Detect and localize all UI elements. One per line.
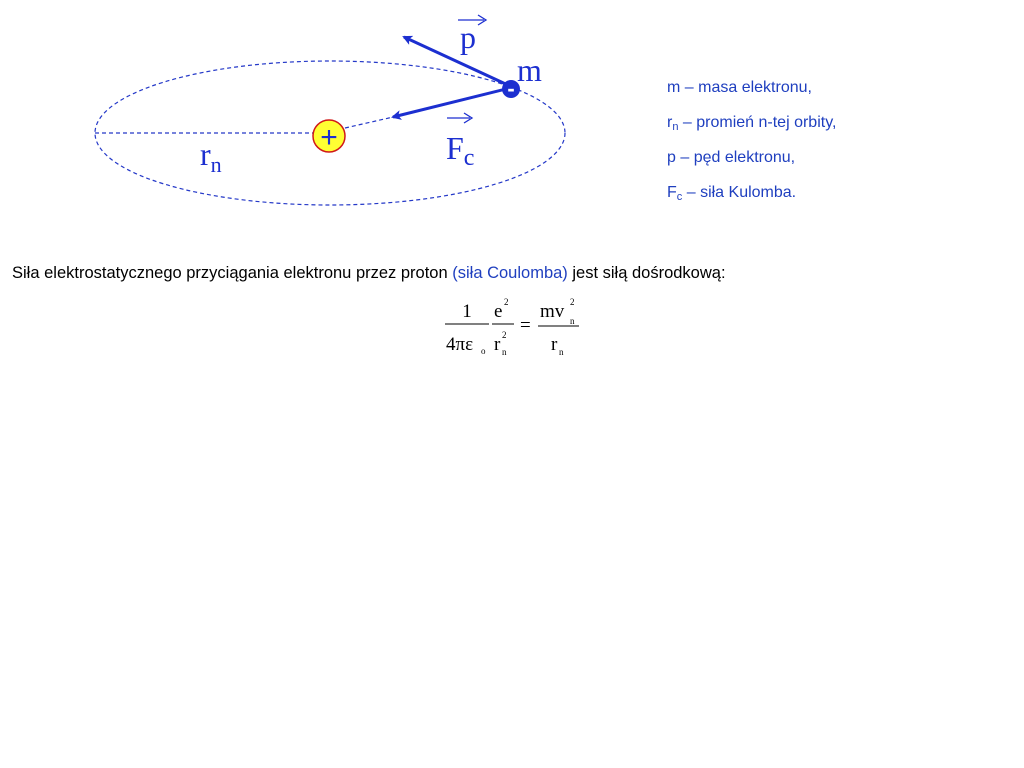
legend-mass-text: – masa elektronu,	[680, 79, 812, 96]
legend-radius-subscript: n	[672, 121, 679, 133]
legend-item-force	[667, 175, 836, 210]
legend-force-text: – siła Kulomba.	[682, 184, 797, 201]
e-squared: 2	[504, 297, 509, 307]
legend-force-subscript: c	[676, 191, 683, 203]
r-subscript-n: n	[502, 347, 507, 357]
fraction-1-numerator: 1	[462, 301, 472, 322]
momentum-label: p	[460, 19, 476, 55]
bohr-atom-diagram	[0, 0, 1024, 230]
radius-label	[200, 136, 222, 177]
electron-minus-sign: -	[507, 76, 515, 101]
legend-item-radius	[667, 105, 836, 140]
epsilon-subscript: o	[481, 346, 486, 356]
v-squared: 2	[570, 297, 575, 307]
sentence-highlight: (siła Coulomba)	[452, 264, 568, 282]
fraction-1-denominator: 4πε	[446, 334, 474, 355]
radius-symbol: r	[200, 136, 211, 172]
sentence-part-2: jest siłą dośrodkową:	[567, 264, 726, 282]
coulomb-force-vector-arrow	[393, 88, 510, 117]
legend-momentum-symbol: p	[667, 149, 676, 166]
coulomb-force-subscript: c	[463, 145, 475, 171]
legend-radius-text: – promień n-tej orbity,	[678, 114, 837, 131]
centripetal-force-equation	[420, 292, 600, 362]
legend-radius-symbol: r	[667, 114, 673, 131]
equals-sign: =	[520, 315, 531, 336]
legend-item-momentum	[667, 140, 836, 175]
nucleus-plus-sign: +	[320, 121, 338, 154]
sentence-part-1: Siła elektrostatycznego przyciągania elektronu przez proton	[12, 264, 453, 282]
legend-momentum-text: – pęd elektronu,	[675, 149, 796, 166]
coulomb-force-label	[446, 130, 474, 171]
fraction-3-numerator-mv: mv	[540, 301, 565, 322]
r-subscript-n-2: n	[559, 347, 564, 357]
legend-mass-symbol: m	[667, 79, 681, 96]
r-squared: 2	[502, 330, 507, 340]
fraction-2-denominator-r: r	[494, 334, 501, 355]
coulomb-sentence	[12, 264, 726, 283]
momentum-vector-arrow	[404, 37, 510, 86]
radius-subscript: n	[210, 152, 222, 177]
symbol-legend	[667, 70, 836, 210]
legend-force-symbol: F	[667, 184, 677, 201]
coulomb-force-symbol: F	[446, 130, 464, 166]
v-subscript-n: n	[570, 316, 575, 326]
fraction-2-numerator-e: e	[494, 301, 503, 322]
electron-mass-label: m	[517, 52, 542, 88]
fraction-3-denominator-r: r	[551, 334, 558, 355]
legend-item-mass	[667, 70, 836, 105]
